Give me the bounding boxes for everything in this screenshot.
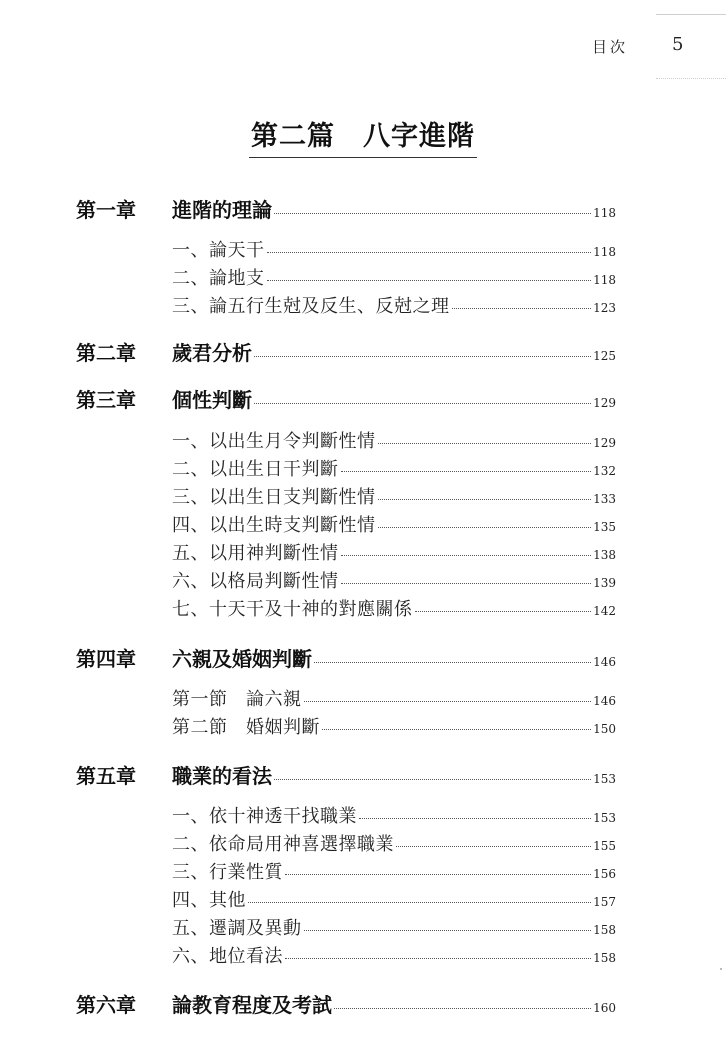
toc-section[interactable] — [172, 483, 616, 509]
toc-section[interactable] — [172, 264, 616, 290]
header-rule-dotted — [656, 78, 726, 79]
page-ref: 153 — [593, 772, 616, 786]
toc-section[interactable] — [172, 236, 616, 262]
dot-leader — [304, 701, 592, 702]
section-title: 二、以出生日干判斷 — [172, 459, 339, 480]
page-number: 5 — [672, 34, 684, 55]
chapter-title: 歲君分析 — [172, 341, 252, 365]
page-ref: 123 — [593, 301, 616, 315]
dot-leader — [314, 662, 591, 663]
page-ref: 156 — [593, 867, 616, 881]
dot-leader — [285, 958, 591, 959]
section-title: 三、以出生日支判斷性情 — [172, 487, 376, 508]
page-ref: 133 — [593, 492, 616, 506]
page-ref: 118 — [593, 245, 616, 259]
chapter-title: 論教育程度及考試 — [172, 993, 332, 1017]
header-rule — [656, 14, 726, 15]
dot-leader — [378, 499, 592, 500]
chapter-number: 第六章 — [76, 993, 136, 1017]
dot-leader — [359, 818, 591, 819]
chapter-title: 進階的理論 — [172, 198, 272, 222]
section-title: 三、論五行生尅及反生、反尅之理 — [172, 296, 450, 317]
page-ref: 135 — [593, 520, 616, 534]
dot-leader — [267, 280, 592, 281]
toc-section[interactable] — [172, 942, 616, 968]
section-title: 四、以出生時支判斷性情 — [172, 515, 376, 536]
toc-section[interactable] — [172, 713, 616, 739]
toc-chapter[interactable] — [76, 643, 616, 672]
toc-section[interactable] — [172, 511, 616, 537]
section-title: 五、以用神判斷性情 — [172, 543, 339, 564]
page-ref: 118 — [593, 273, 616, 287]
page-ref: 158 — [593, 923, 616, 937]
page-ref: 132 — [593, 464, 616, 478]
dot-leader — [274, 213, 591, 214]
running-head: 目次 — [592, 38, 629, 56]
toc-section[interactable] — [172, 830, 616, 856]
dot-leader — [334, 1008, 591, 1009]
toc-chapter[interactable] — [76, 194, 616, 223]
page-ref: 118 — [593, 206, 616, 220]
dot-leader — [341, 471, 592, 472]
section-title: 一、論天干 — [172, 240, 265, 261]
toc-chapter[interactable] — [76, 760, 616, 789]
page-ref: 160 — [593, 1001, 616, 1015]
toc-section[interactable] — [172, 886, 616, 912]
dot-leader — [285, 874, 591, 875]
toc-section[interactable] — [172, 567, 616, 593]
page-ref: 153 — [593, 811, 616, 825]
section-title: 二、依命局用神喜選擇職業 — [172, 834, 394, 855]
toc-section[interactable] — [172, 595, 616, 621]
dot-leader — [248, 902, 591, 903]
page-ref: 150 — [593, 722, 616, 736]
part-title-text: 第二篇 八字進階 — [249, 114, 477, 158]
chapter-title: 個性判斷 — [172, 388, 252, 412]
section-title: 二、論地支 — [172, 268, 265, 289]
section-title: 五、遷調及異動 — [172, 918, 302, 939]
section-title: 七、十天干及十神的對應關係 — [172, 599, 413, 620]
page-ref: 129 — [593, 436, 616, 450]
page-ref: 125 — [593, 349, 616, 363]
toc-section[interactable] — [172, 914, 616, 940]
dot-leader — [304, 930, 592, 931]
dot-leader — [267, 252, 592, 253]
section-title: 六、地位看法 — [172, 946, 283, 967]
page-ref: 139 — [593, 576, 616, 590]
dot-leader — [452, 308, 592, 309]
toc-section[interactable] — [172, 539, 616, 565]
page-ref: 155 — [593, 839, 616, 853]
page-ref: 146 — [593, 655, 616, 669]
toc-chapter[interactable] — [76, 989, 616, 1018]
chapter-title: 六親及婚姻判斷 — [172, 647, 312, 671]
section-title: 一、依十神透干找職業 — [172, 806, 357, 827]
toc-section[interactable] — [172, 292, 616, 318]
dot-leader — [341, 583, 592, 584]
dot-leader — [341, 555, 592, 556]
chapter-title: 職業的看法 — [172, 764, 272, 788]
section-title: 三、行業性質 — [172, 862, 283, 883]
chapter-number: 第三章 — [76, 388, 136, 412]
part-title — [0, 114, 726, 158]
section-title: 第二節 婚姻判斷 — [172, 717, 320, 738]
toc-section[interactable] — [172, 685, 616, 711]
dot-leader — [396, 846, 591, 847]
chapter-number: 第五章 — [76, 764, 136, 788]
page-ref: 129 — [593, 396, 616, 410]
toc-chapter[interactable] — [76, 384, 616, 413]
toc-section[interactable] — [172, 455, 616, 481]
dot-leader — [378, 443, 592, 444]
dot-leader — [415, 611, 592, 612]
section-title: 四、其他 — [172, 890, 246, 911]
page-ref: 142 — [593, 604, 616, 618]
section-title: 一、以出生月令判斷性情 — [172, 431, 376, 452]
chapter-number: 第二章 — [76, 341, 136, 365]
toc-chapter[interactable] — [76, 337, 616, 366]
page-ref: 138 — [593, 548, 616, 562]
scan-mark — [720, 968, 722, 970]
chapter-number: 第一章 — [76, 198, 136, 222]
page-ref: 158 — [593, 951, 616, 965]
page-ref: 157 — [593, 895, 616, 909]
section-title: 六、以格局判斷性情 — [172, 571, 339, 592]
dot-leader — [254, 356, 591, 357]
toc-section[interactable] — [172, 427, 616, 453]
dot-leader — [254, 403, 591, 404]
dot-leader — [274, 779, 591, 780]
page-ref: 146 — [593, 694, 616, 708]
section-title: 第一節 論六親 — [172, 689, 302, 710]
dot-leader — [378, 527, 592, 528]
toc-section[interactable] — [172, 802, 616, 828]
dot-leader — [322, 729, 591, 730]
toc-section[interactable] — [172, 858, 616, 884]
chapter-number: 第四章 — [76, 647, 136, 671]
